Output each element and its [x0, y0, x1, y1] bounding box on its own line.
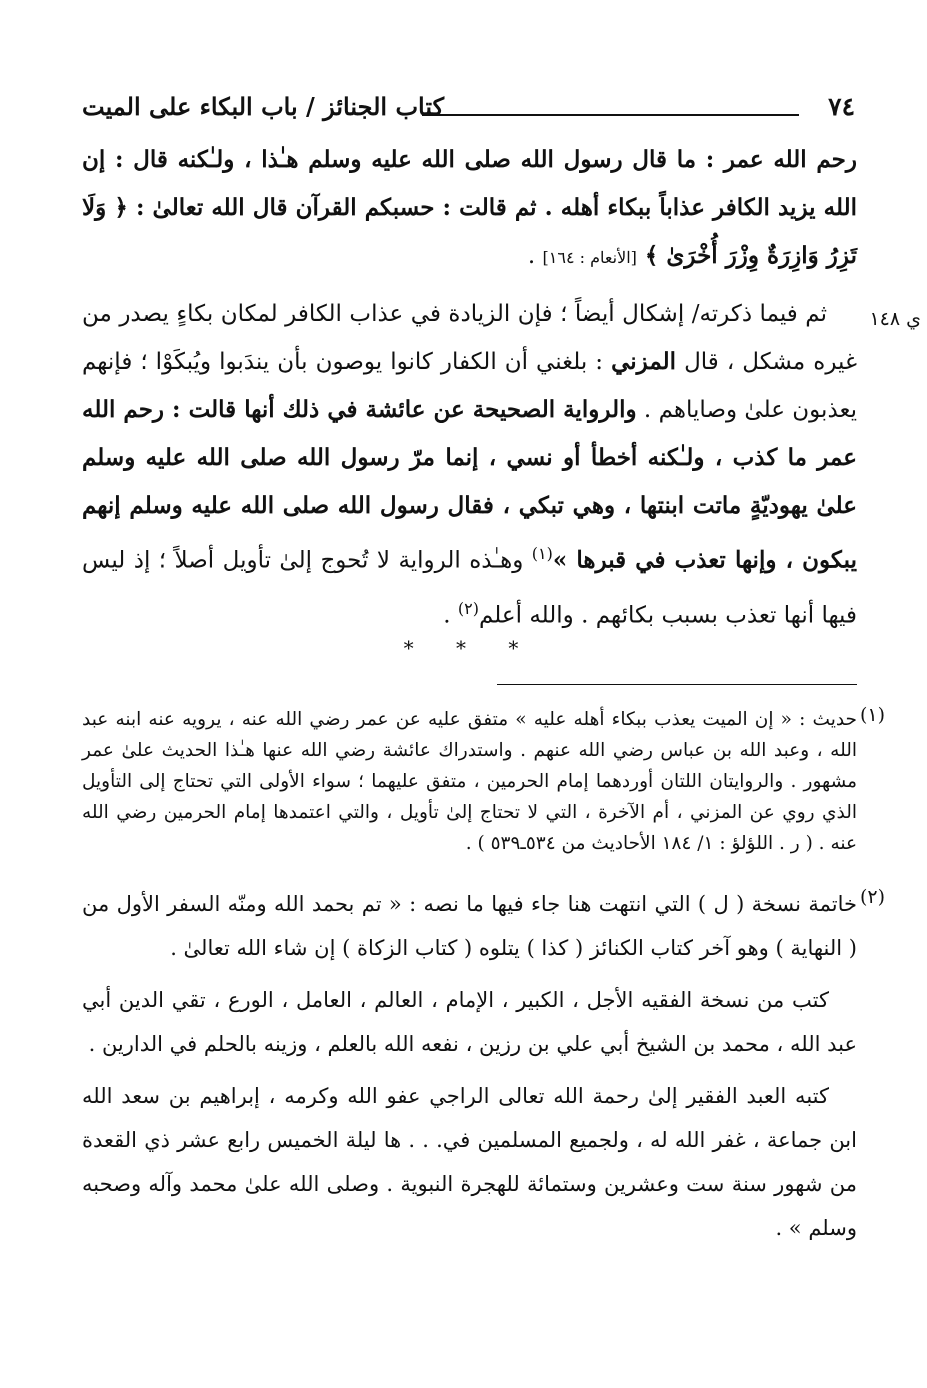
footnote-rule: [497, 684, 857, 685]
footnote-ref-2[interactable]: (٢): [457, 598, 479, 618]
intro-line-2: الكافر عذاباً ببكاء أهله . ثم قالت : حسبكم القرآن قال الله تعالىٰ :: [127, 194, 770, 221]
footnote-1: [82, 704, 885, 859]
footnote-2-line-1: خاتمة نسخة ( ل ) التي انتهت هنا جاء فيها ما نصه : « تم بحمد الله ومنّه السفر الأول من: [82, 892, 857, 916]
quran-citation: [الأنعام : ١٦٤]: [542, 248, 637, 267]
footnote-2-text: [82, 882, 857, 970]
muzani-name: المزني: [611, 348, 677, 375]
header-rule: [422, 114, 799, 116]
intro-paragraph: [82, 136, 857, 282]
main-paragraph: [82, 290, 857, 639]
footnote-2-para-3: كتبه العبد الفقير إلىٰ رحمة الله تعالى الراجي عفو الله وكرمه ، إبراهيم بن سعد الله ابن جماعة ، غفر الله له ، ولجميع المسلمين في. . . ها ليلة الخميس رابع عشر ذي القعدة من شهور سنة ست وعشرين وستمائة للهجرة النبوية . وصلى الله علىٰ محمد وآله وصحبه وسلم » .: [82, 1084, 857, 1240]
intro-end: .: [527, 243, 543, 269]
footnote-2: [82, 882, 885, 1250]
running-title: كتاب الجنائز / باب البكاء على الميت: [82, 92, 445, 121]
section-separator: * * *: [403, 636, 537, 660]
quran-verse: ﴿ وَلَا تَزِرُ وَازِرَةٌ وِزْرَ أُخْرَىٰ ﴾: [82, 194, 857, 269]
footnote-1-text: حديث : « إن الميت يعذب ببكاء أهله عليه » متفق عليه عن عمر رضي الله عنه ، يرويه عنه ابنه عبد الله ، وعبد الله بن عباس رضي الله عنهم . واستدراك عائشة رضي الله عنها هـٰذا الحديث علىٰ عمر مشهور . والروايتان اللتان أوردهما إمام الحرمين ، متفق عليهما ؛ سواء الأولى التي تحتاج إلى التأويل الذي روي عن المزني ، أم الآخرة ، التي لا تحتاج إلىٰ تأويل ، والتي اعتمدها إمام الحرمين رضي الله عنه . ( ر . اللؤلؤ : ١/ ١٨٤ الأحاديث من ٥٣٤ـ٥٣٩ ) .: [82, 709, 857, 854]
main-text-2: : بلغني أن الكفار كانوا يوصون بأن يندَبوا ويُبكَوْا ؛ فإنهم يعذبون علىٰ وصاياهم .: [82, 349, 858, 423]
footnote-ref-1[interactable]: (١): [531, 544, 553, 563]
page-header: [82, 88, 857, 128]
footnote-2-rest: ( النهاية ) وهو آخر كتاب الكنائز ( كذا ) يتلوه ( كتاب الزكاة ) إن شاء الله تعالىٰ .: [170, 936, 857, 960]
main-text-1: ثم فيما ذكرته/ إشكال أيضاً ؛ فإن الزيادة في عذاب الكافر لمكان بكاءٍ يصدر من غيره مشكل ، قال: [82, 301, 857, 375]
main-text-end: .: [443, 602, 458, 629]
page-number: ٧٤: [828, 92, 855, 121]
footnote-2-para-2: كتب من نسخة الفقيه الأجل ، الكبير ، الإمام ، العالم ، العامل ، الورع ، تقي الدين أبي عبد الله ، محمد بن الشيخ أبي علي بن رزين ، نفعه الله بالعلم ، وزينه بالحلم في الدارين .: [82, 988, 857, 1056]
aisha-narration: والرواية الصحيحة عن عائشة في ذلك أنها قالت : رحم الله عمر ما كذب ، ولـٰكنه أخطأ أو نسي ، إنما مرّ رسول الله صلى الله عليه وسلم علىٰ يهوديّةٍ ماتت ابنتها ، وهي تبكي ، فقال رسول الله صلى الله عليه وسلم إنهم يبكون ، وإنها تعذب في قبرها »: [82, 396, 857, 574]
main-text-3: وهـٰذه الرواية لا تُحوج إلىٰ تأويل أصلاً ؛ إذ ليس فيها أنها تعذب بسبب بكائهم . والله أعلم: [82, 547, 857, 629]
footnote-1-mark: (١): [859, 704, 885, 726]
intro-line-1: رحم الله عمر : ما قال رسول الله صلى الله عليه وسلم هـٰذا ، ولـٰكنه قال : إن الله يزيد: [82, 146, 858, 221]
footnote-2-mark: (٢): [859, 886, 885, 908]
manuscript-folio-note: ي ١٤٨: [869, 308, 921, 330]
